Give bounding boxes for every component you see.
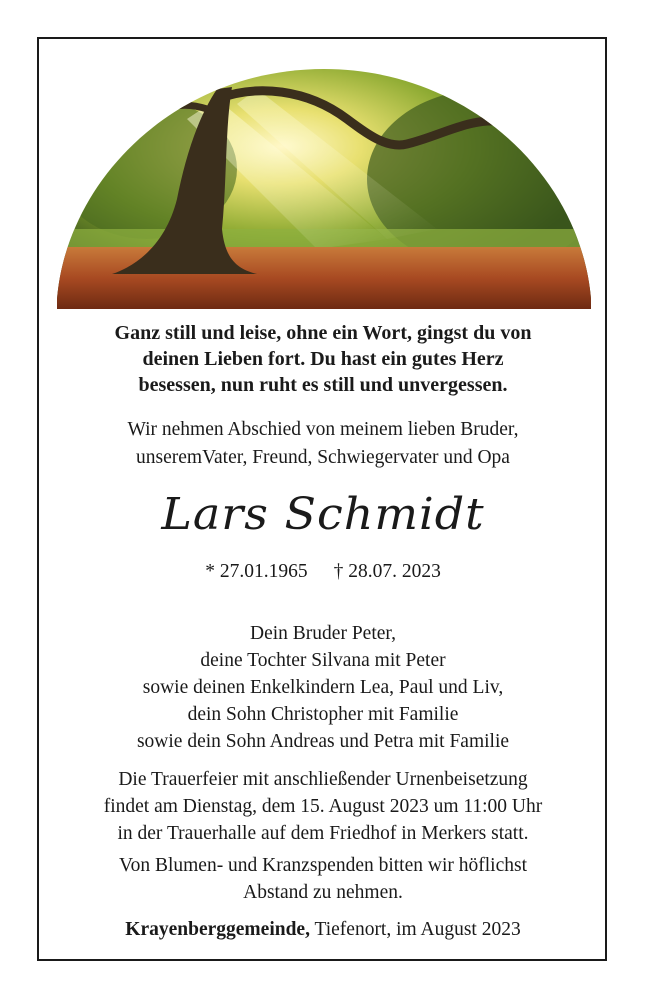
farewell-intro <box>40 416 606 472</box>
autumn-tree-photo <box>57 59 591 309</box>
flowers-line: Abstand zu nehmen. <box>243 882 403 903</box>
poem-line: deinen Lieben fort. Du hast ein gutes Herz <box>142 348 504 370</box>
place-and-date <box>40 916 606 944</box>
mourner-line: deine Tochter Silvana mit Peter <box>200 650 446 671</box>
intro-line: Wir nehmen Abschied von meinem lieben Bruder, <box>127 419 519 440</box>
poem-line: besessen, nun ruht es still und unvergessen. <box>138 374 508 396</box>
death-date: † 28.07. 2023 <box>333 561 441 582</box>
deceased-name: Lars Schmidt <box>161 488 485 540</box>
poem-line: Ganz still und leise, ohne ein Wort, gingst du von <box>114 322 532 344</box>
ceremony-line: in der Trauerhalle auf dem Friedhof in Merkers statt. <box>117 823 529 844</box>
place-name: Krayenberggemeinde, <box>125 919 310 940</box>
ceremony-info <box>40 766 606 847</box>
intro-line: unseremVater, Freund, Schwiegervater und Opa <box>136 447 510 468</box>
flowers-note <box>40 852 606 906</box>
mourner-line: Dein Bruder Peter, <box>250 623 396 644</box>
ceremony-line: findet am Dienstag, dem 15. August 2023 um 11:00 Uhr <box>103 796 543 817</box>
life-dates <box>40 558 606 586</box>
birth-date: * 27.01.1965 <box>205 561 308 582</box>
mourner-line: sowie deinen Enkelkindern Lea, Paul und Liv, <box>142 677 504 698</box>
ceremony-line: Die Trauerfeier mit anschließender Urnenbeisetzung <box>118 769 528 790</box>
flowers-line: Von Blumen- und Kranzspenden bitten wir höflichst <box>119 855 527 876</box>
poem <box>40 320 606 398</box>
mourners-list <box>40 620 606 755</box>
mourner-line: sowie dein Sohn Andreas und Petra mit Familie <box>136 731 510 752</box>
mourner-line: dein Sohn Christopher mit Familie <box>187 704 459 725</box>
place-date: Tiefenort, im August 2023 <box>309 919 521 940</box>
